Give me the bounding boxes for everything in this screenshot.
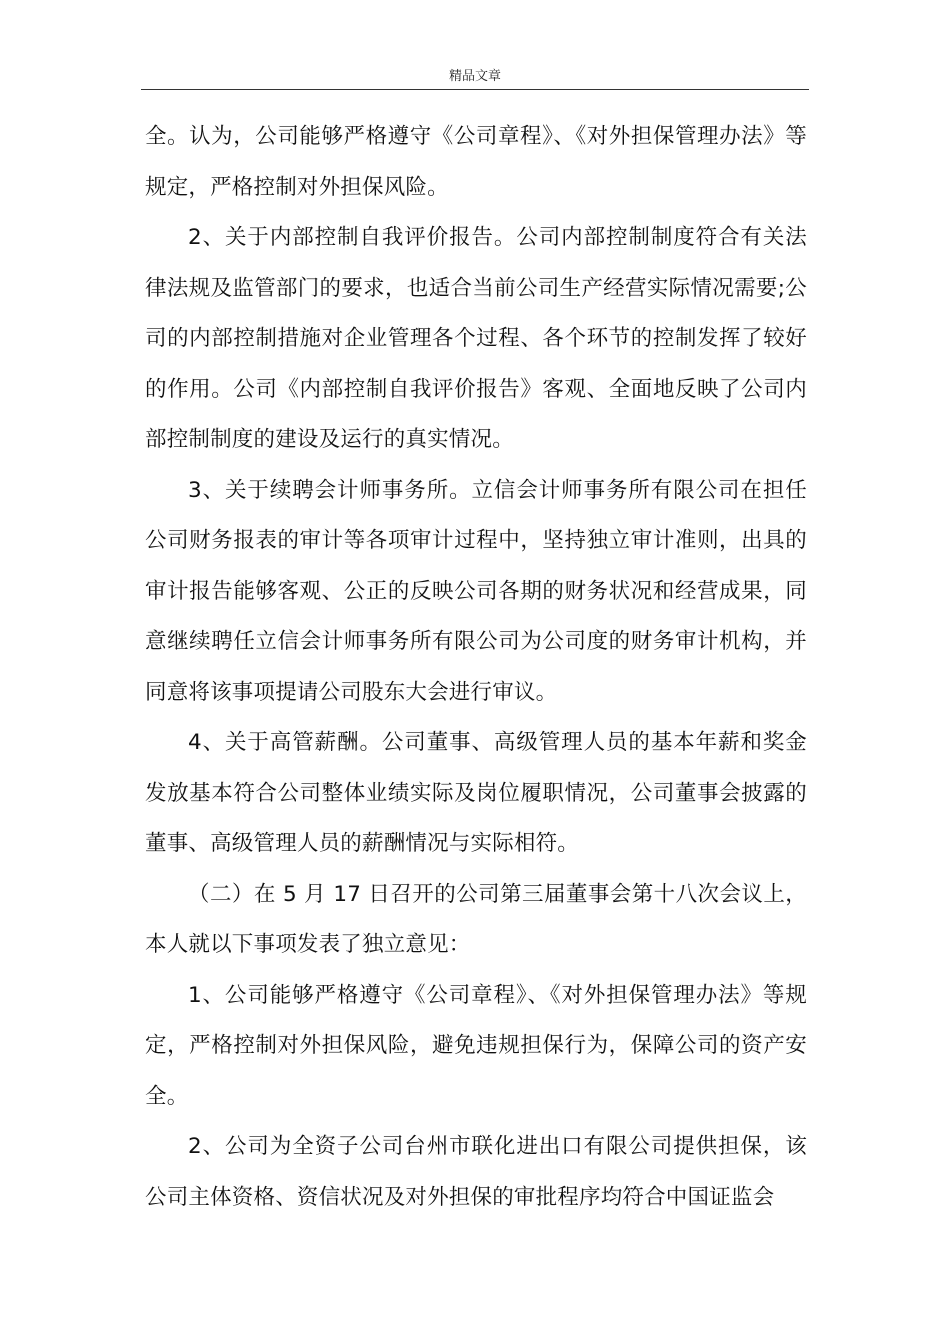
header-divider	[141, 89, 809, 90]
page-header-title: 精品文章	[448, 69, 501, 84]
paragraph-internal-control: 2、关于内部控制自我评价报告。公司内部控制制度符合有关法律法规及监管部门的要求，也适合当前公司生产经营实际情况需要;公司的内部控制措施对企业管理各个过程、各个环节的控制发挥了较好的作用。公司《内部控制自我评价报告》客观、全面地反映了公司内部控制制度的建设及运行的真实情况。	[145, 225, 807, 452]
paragraph-guarantee-compliance: 1、公司能够严格遵守《公司章程》、《对外担保管理办法》等规定，严格控制对外担保风险，避免违规担保行为，保障公司的资产安全。	[145, 982, 807, 1109]
paragraph-section-two: （二）在 5 月 17 日召开的公司第三届董事会第十八次会议上，本人就以下事项发表了独立意见：	[145, 881, 807, 957]
paragraph-auditor-reappointment: 3、关于续聘会计师事务所。立信会计师事务所有限公司在担任公司财务报表的审计等各项审计过程中，坚持独立审计准则，出具的审计报告能够客观、公正的反映公司各期的财务状况和经营成果，同意继续聘任立信会计师事务所有限公司为公司度的财务审计机构，并同意将该事项提请公司股东大会进行审议。	[145, 477, 807, 705]
paragraph-continuation: 全。认为，公司能够严格遵守《公司章程》、《对外担保管理办法》等规定，严格控制对外担保风险。	[145, 124, 807, 200]
paragraph-subsidiary-guarantee: 2、公司为全资子公司台州市联化进出口有限公司提供担保，该公司主体资格、资信状况及对外担保的审批程序均符合中国证监会	[145, 1134, 807, 1210]
document-body	[145, 112, 807, 1223]
paragraph-executive-pay: 4、关于高管薪酬。公司董事、高级管理人员的基本年薪和奖金发放基本符合公司整体业绩实际及岗位履职情况，公司董事会披露的董事、高级管理人员的薪酬情况与实际相符。	[145, 730, 807, 856]
